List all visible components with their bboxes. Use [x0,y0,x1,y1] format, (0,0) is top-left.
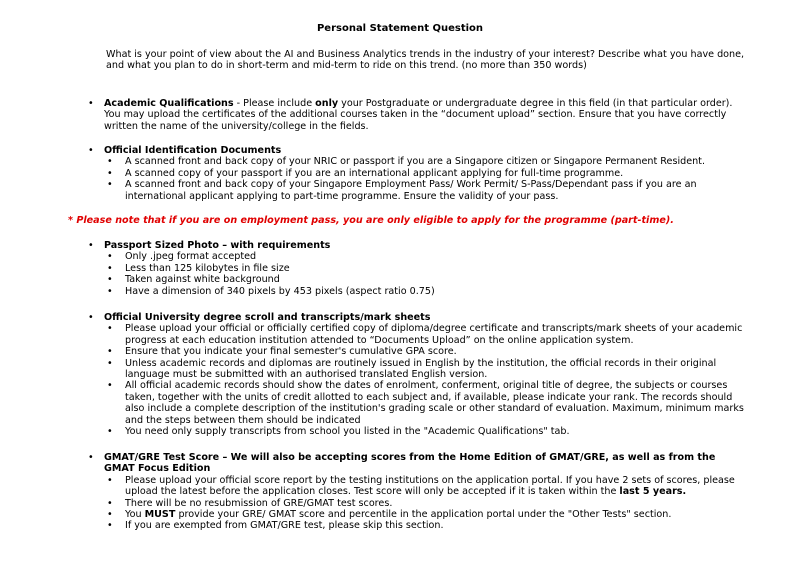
gmat-item1-text: Please upload your official score report by the testing institutions on the application portal. If you have 2 sets of scores, please upload the latest before the application closes. Test score will only be accepted if it is taken within the [125,474,735,498]
list-item: • Only .jpeg format accepted [104,251,748,262]
list-item: • A scanned front and back copy of your NRIC or passport if you are a Singapore citizen or Singapore Permanent Resident. [104,156,748,167]
degree-list [88,323,748,437]
academic-text-a: - Please include [233,98,316,109]
list-item: • All official academic records should show the dates of enrolment, conferment, original title of degree, the subjects or courses taken, together with the units of credit allotted to each subject and, if available, please indicate your rank. The records should also include a complete description of the institution's grading scale or other standard of evaluation. Maximum, minimum marks and the steps between them should be indicated [104,380,748,426]
list-item: • Taken against white background [104,274,748,285]
list-item: • If you are exempted from GMAT/GRE test, please skip this section. [104,520,748,531]
photo-head [88,240,748,251]
academic-only: only [315,98,339,109]
employment-pass-note: * Please note that if you are on employment pass, you are only eligible to apply for the programme (part-time). [68,215,674,226]
list-item: • There will be no resubmission of GRE/GMAT test scores. [104,498,748,509]
gmat-list [88,475,748,532]
gmat-item3-c: provide your GRE/ GMAT score and percentile in the application portal under the "Other Tests" section. [175,509,672,521]
identification-list [88,156,748,202]
page-title: Personal Statement Question [316,23,484,34]
section-academic-qualifications [88,98,748,132]
academic-paragraph [88,98,748,132]
identification-head [88,145,748,156]
list-item: • A scanned copy of your passport if you are an international applicant applying for full-time programme. [104,168,748,179]
section-gmat [88,452,748,532]
gmat-item3-a: You [125,509,145,521]
list-item: • Please upload your official or officially certified copy of diploma/degree certificate and transcripts/mark sheets of your academic progress at each education institution attended to “Documents Upload” on the online application system. [104,323,748,346]
list-item: • Ensure that you indicate your final semester's cumulative GPA score. [104,346,748,357]
academic-text-b: your Postgraduate or undergraduate degree in this field (in that particular order). You may upload the certificates of the additional courses taken in the “document upload” section. Ensure that you have correctly written the name of the university/college in the fields. [104,98,733,132]
list-item [104,509,748,520]
degree-head [88,312,748,323]
list-item: • Have a dimension of 340 pixels by 453 pixels (aspect ratio 0.75) [104,286,748,297]
gmat-item1-bold: last 5 years. [619,486,687,498]
section-identification [88,145,748,202]
gmat-head [88,452,748,475]
gmat-item3-must: MUST [144,509,176,521]
gmat-heading: GMAT/GRE Test Score – We will also be accepting scores from the Home Edition of GMAT/GRE, as well as from the GMAT Focus Edition [104,452,716,475]
list-item [104,475,748,498]
degree-heading: Official University degree scroll and transcripts/mark sheets [104,312,431,323]
list-item: • A scanned front and back copy of your Singapore Employment Pass/ Work Permit/ S-Pass/Dependant pass if you are an international applicant applying to part-time programme. Ensure the validity of your pass. [104,179,748,202]
list-item: • Unless academic records and diplomas are routinely issued in English by the institution, the official records in their original language must be submitted with an authorised translated English version. [104,358,748,381]
question-text: What is your point of view about the AI and Business Analytics trends in the industry of your interest? Describe what you have done, and what you plan to do in short-term and mid-term to ride on this trend. (no more than 350 words) [106,49,745,72]
photo-heading: Passport Sized Photo – with requirements [104,240,331,251]
photo-list [88,251,748,297]
identification-heading: Official Identification Documents [104,145,282,156]
academic-heading: Academic Qualifications [104,98,234,109]
list-item: • Less than 125 kilobytes in file size [104,263,748,274]
section-degree [88,312,748,437]
list-item: • You need only supply transcripts from school you listed in the "Academic Qualifications" tab. [104,426,748,437]
section-photo [88,240,748,297]
